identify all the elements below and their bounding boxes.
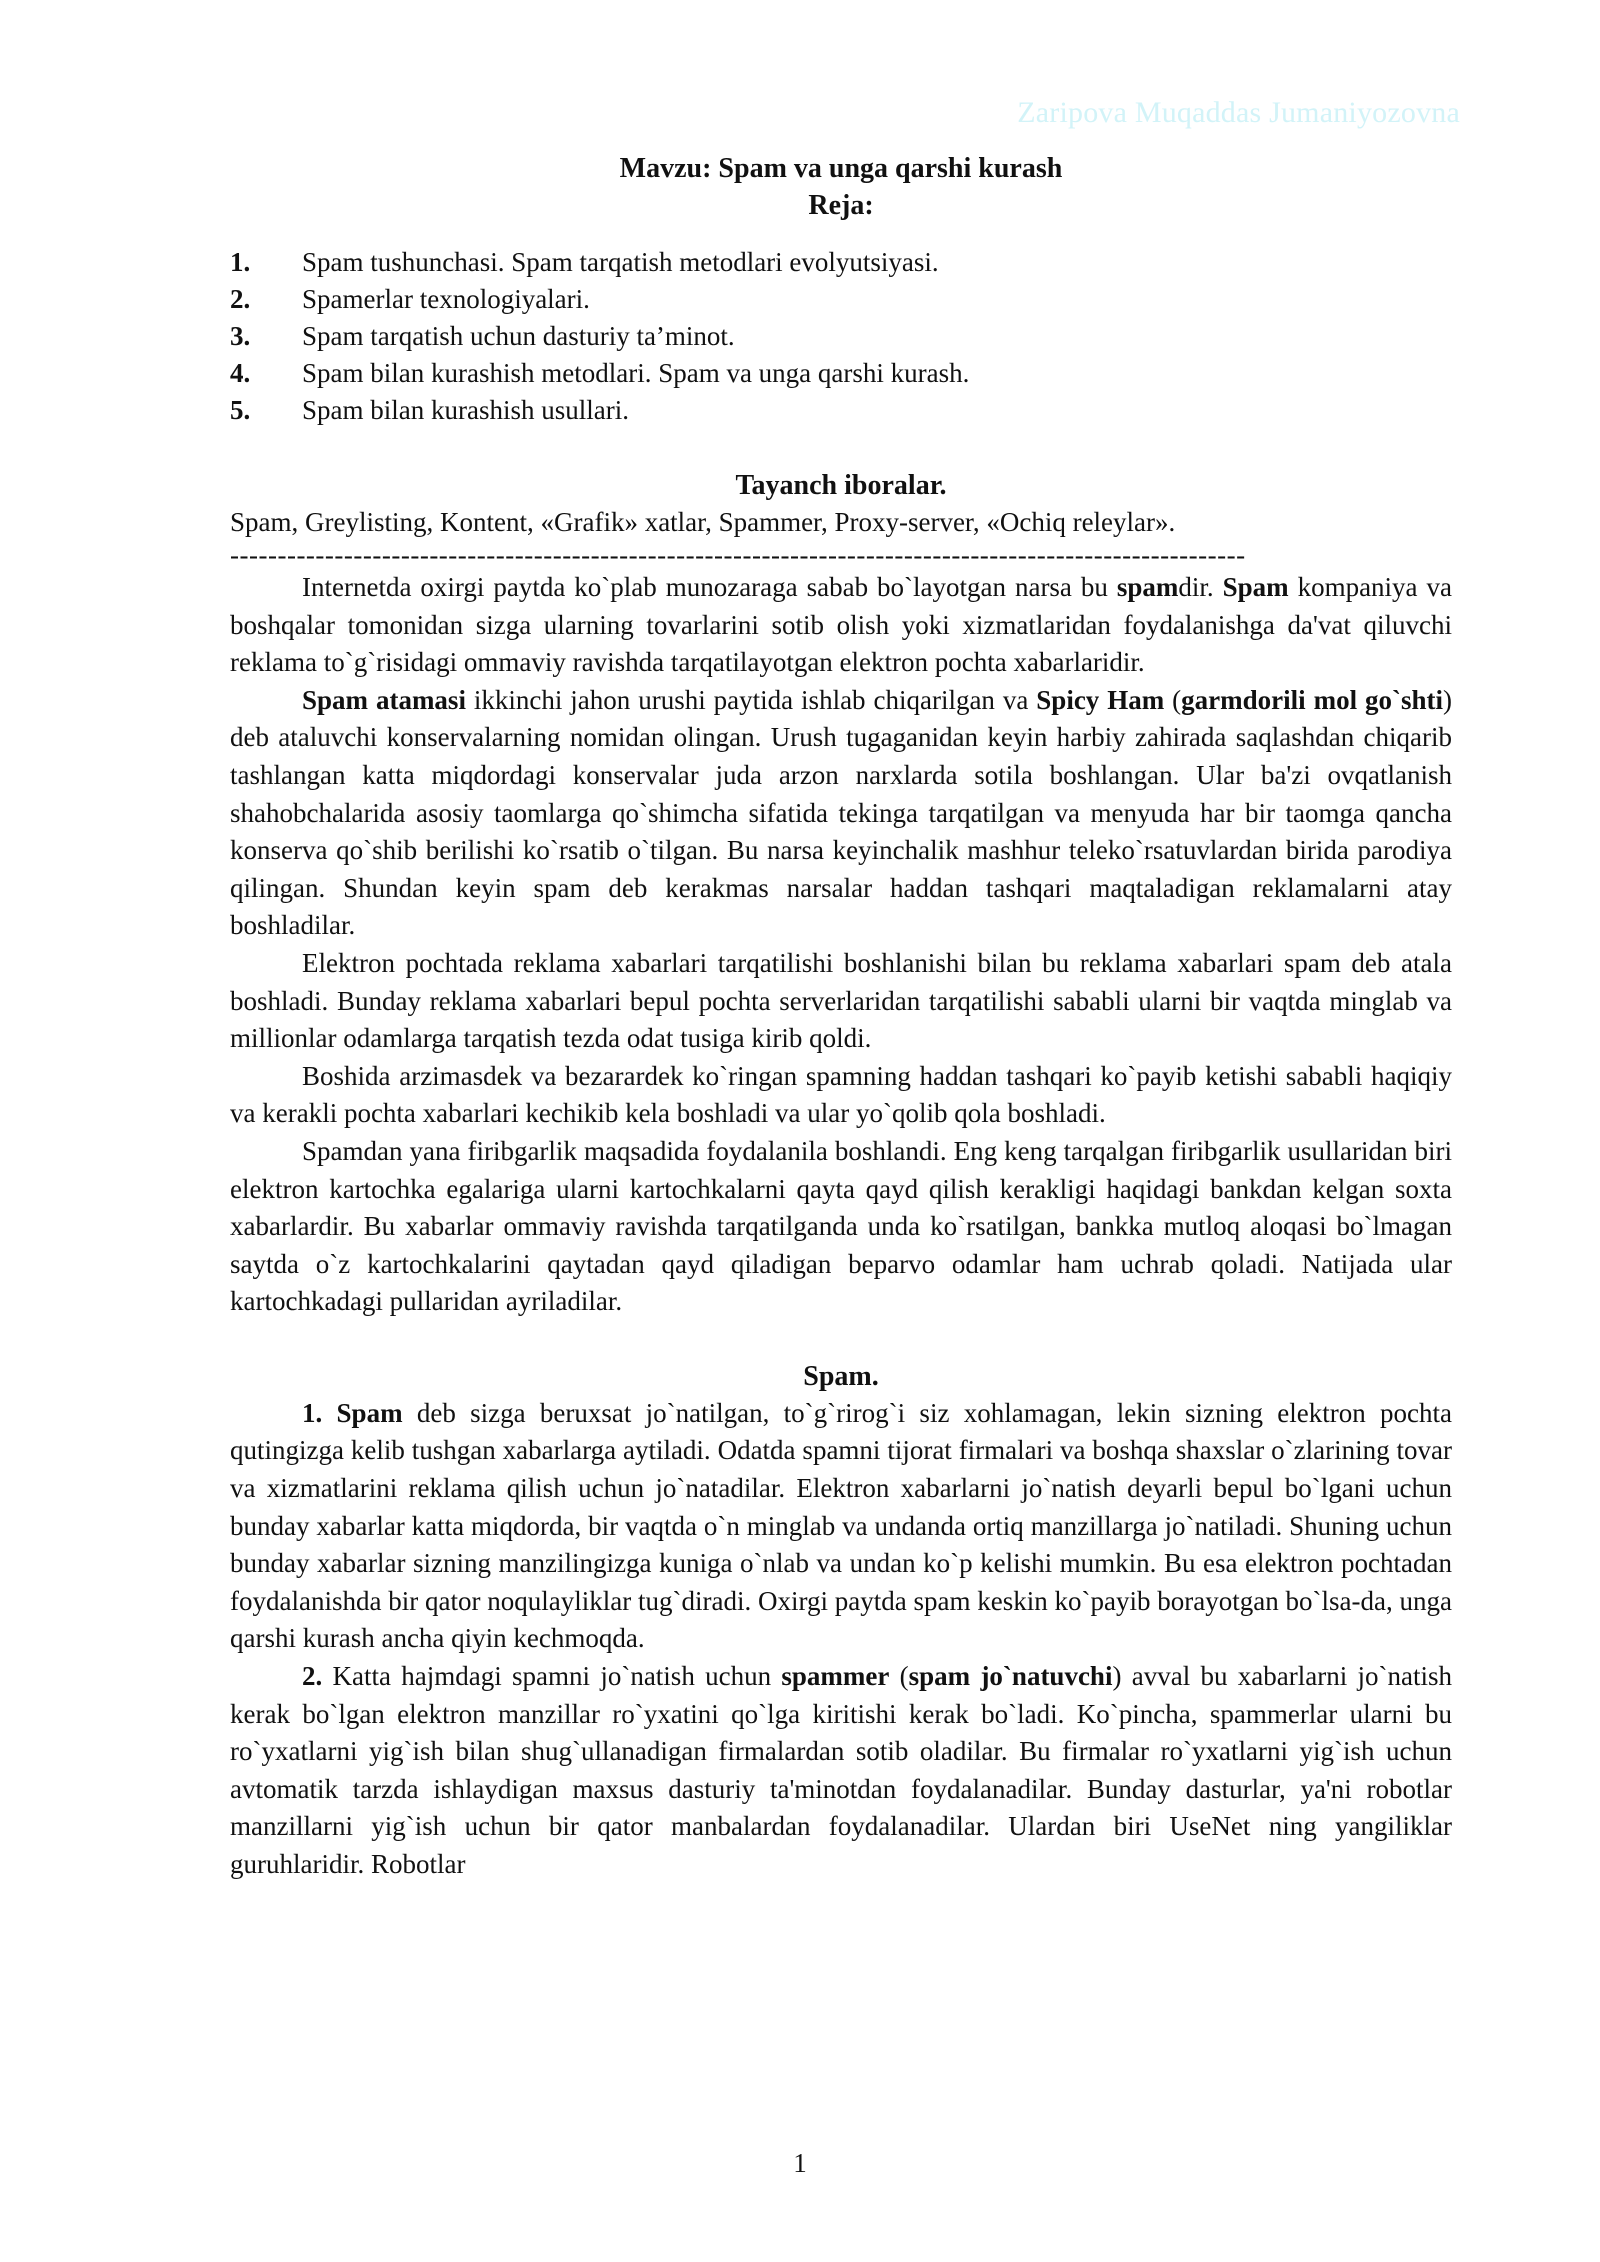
keywords-heading: Tayanch iboralar. [735,470,947,501]
plan-item-text: Spam bilan kurashish metodlari. Spam va unga qarshi kurash. [302,358,970,388]
plan-item-number: 3. [230,321,251,351]
p2-text-c: ( [1164,684,1182,715]
plan-item-number: 1. [230,247,251,277]
p2-text-d: ) deb ataluvchi konservalarning nomidan olingan. Urush tugaganidan keyin harbiy zahirada saqlashdan chiqarib tashlangan katta miqdordagi konservalar juda arzon narxlarda sotila boshlangan. Ular ba'zi ovqatlanish shahobchalarida asosiy taomlarga qo`shimcha sifatida tekinga tarqatilgan va menyuda har bir taomga qancha konserva qo`shib berilishi ko`rsatib o`tilgan. Bu narsa keyinchalik mashhur teleko`rsatuvlardan birida parodiya qilingan. Shundan keyin spam deb kerakmas narsalar haddan tashqari maqtaladigan reklamalarni atay boshladilar. [230,684,1453,941]
s2-bold-spammer: spammer [781,1661,890,1692]
paragraph-3: Elektron pochtada reklama xabarlari tarqatilishi boshlanishi bilan bu reklama xabarlari spam deb atala boshladi. Bunday reklama xabarlari bepul pochta serverlaridan tarqatilishi sababli ularni bir vaqtda minglab va millionlar odamlarga tarqatish tezda odat tusiga kirib qoldi. [230,947,1452,1054]
p1-text-a: Internetda oxirgi paytda ko`plab munozaraga sabab bo`layotgan narsa bu [302,572,1117,602]
s2-bold-definition: spam jo`natuvchi [908,1661,1113,1692]
title-block [230,150,1452,224]
paragraph-5: Spamdan yana firibgarlik maqsadida foydalanila boshlandi. Eng keng tarqalgan firibgarlik usullaridan biri elektron kartochka egalariga ularni kartochkalarni qayta qayd qilish kerakligi haqidagi bankdan kelgan soxta xabarlardir. Bu xabarlar ommaviy ravishda tarqatilganda unda ko`rsatilgan, bankka mutloq aloqasi bo`lmagan saytda o`z kartochkalarini qaytadan qayd qiladigan beparvo odamlar ham uchrab qoladi. Natijada ular kartochkadagi pullaridan ayriladilar. [230,1135,1452,1317]
s1-text-a: deb sizga beruxsat jo`natilgan, to`g`rirog`i siz xohlamagan, lekin sizning elektron pochta qutingizga kelib tushgan xabarlarga aytiladi. Odatda spamni tijorat firmalari va boshqa shaxslar o`zlarining tovar va xizmatlarini reklama qilish uchun jo`natadilar. Elektron xabarlarni jo`natish deyarli bepul bo`lgani uchun bunday xabarlar katta miqdorda, bir vaqtda o`n minglab va undanda ortiq manzillarga jo`natiladi. Shuning uchun bunday xabarlar sizning manzilingizga kuniga o`nlab va undan ko`p kelishi mumkin. Bu esa elektron pochtadan foydalanishda bir qator noqulayliklar tug`diradi. Oxirgi paytda spam keskin ko`payib borayotgan bo`lsa-da, unga qarshi kurash ancha qiyin kechmoqda. [230,1397,1452,1654]
p2-bold-spicy-ham: Spicy Ham [1036,684,1165,715]
plan-list [230,244,1452,429]
separator-line: ----------------------------------------------------------------------------------------------------------- [230,541,1246,569]
p2-bold-term: Spam atamasi [302,684,466,715]
s1-bold-lead: 1. Spam [302,1397,403,1428]
plan-item [230,318,1452,355]
plan-item [230,355,1452,392]
plan-item-text: Spam tarqatish uchun dasturiy ta’minot. [302,321,735,351]
p1-bold-spam-2: Spam [1222,572,1289,602]
section-paragraph-1 [230,1395,1452,1658]
p1-text-d: kompaniya va boshqalar tomonidan sizga ularning tovarlarini sotib olish yoki xizmatlaridan foydalanishga da'vat qiluvchi reklama to`g`risidagi ommaviy ravishda tarqatilayotgan elektron pochta xabarlaridir. [230,572,1452,678]
plan-item [230,392,1452,429]
p2-bold-translation: garmdorili mol go`shti [1181,684,1444,715]
plan-item-number: 5. [230,395,251,425]
s2-text-a: Katta hajmdagi spamni jo`natish uchun [322,1661,782,1692]
section-heading-spam: Spam. [803,1360,879,1392]
plan-heading: Reja: [808,190,874,221]
p1-bold-spam: spam [1116,572,1179,602]
page-number: 1 [793,2148,807,2178]
p2-text-a: ikkinchi jahon urushi paytida ishlab chiqarilgan va [465,684,1037,715]
section-paragraph-2 [230,1658,1452,1884]
p1-text-c: dir. [1178,572,1223,602]
document-title: Mavzu: Spam va unga qarshi kurash [619,153,1063,184]
plan-item-number: 2. [230,284,251,314]
plan-item-text: Spamerlar texnologiyalari. [302,284,590,314]
plan-item-number: 4. [230,358,251,388]
paragraph-4: Boshida arzimasdek va bezarardek ko`ringan spamning haddan tashqari ko`payib ketishi sababli haqiqiy va kerakli pochta xabarlari kechikib kela boshladi va ular yo`qolib qola boshladi. [230,1060,1452,1129]
page-content [230,150,1452,1884]
plan-item-text: Spam tushunchasi. Spam tarqatish metodlari evolyutsiyasi. [302,247,939,277]
s2-text-c: ( [889,1661,909,1692]
paragraph-1 [230,569,1452,682]
header-author-name: Zaripova Muqaddas Jumaniyozovna [1017,96,1460,129]
keywords-text: Spam, Greylisting, Kontent, «Grafik» xatlar, Spammer, Proxy-server, «Ochiq releylar». [230,507,1176,537]
s2-text-d: ) avval bu xabarlarni jo`natish kerak bo`lgan elektron manzillar ro`yxatini qo`lga kiritishi kerak bo`ladi. Ko`pincha, spammerlar ularni bu ro`yxatlarni yig`ish bilan shug`ullanadigan firmalardan sotib oladilar. Bu firmalar ro`yxatlarni yig`ish uchun avtomatik tarzda ishlaydigan maxsus dasturiy ta'minotdan foydalanadilar. Bunday dasturlar, ya'ni robotlar manzillarni yig`ish uchun bir qator manbalardan foydalanadilar. Ulardan biri UseNet ning yangiliklar guruhlaridir. Robotlar [230,1661,1452,1879]
s2-bold-number: 2. [302,1661,323,1692]
plan-item-text: Spam bilan kurashish usullari. [302,395,629,425]
plan-item [230,281,1452,318]
plan-item [230,244,1452,281]
paragraph-2 [230,682,1452,945]
